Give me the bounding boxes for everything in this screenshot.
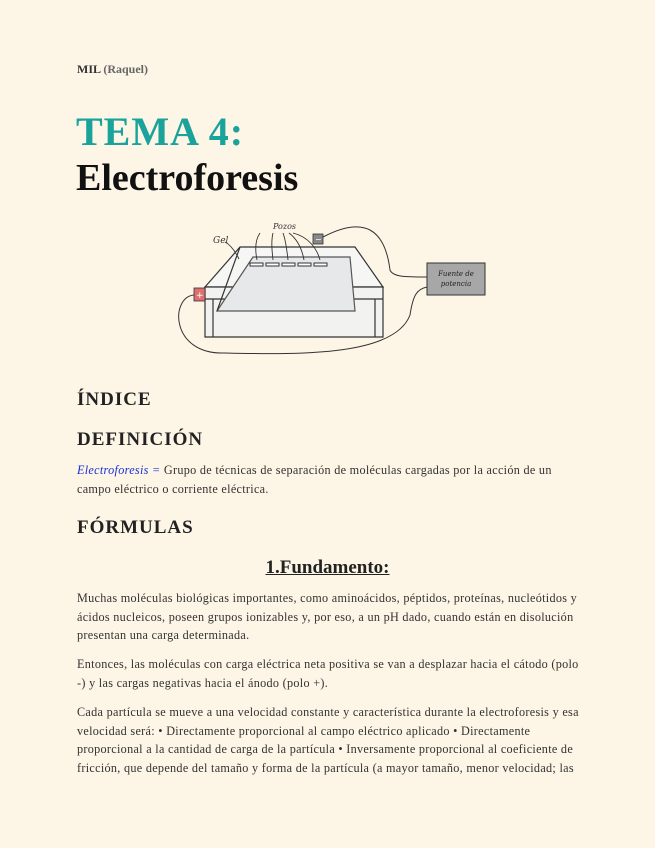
author-name: MIL xyxy=(77,62,101,76)
author-line xyxy=(77,62,148,77)
definition-term: Electroforesis = xyxy=(77,463,161,477)
power-source-label-2: potencia xyxy=(440,280,472,288)
topic-number: TEMA 4: xyxy=(76,109,245,154)
fundamento-paragraph-2: Entonces, las moléculas con carga eléctrica neta positiva se van a desplazar hacia el cátodo (polo -) y las cargas negativas hacia el ánodo (polo +). xyxy=(77,657,579,690)
definition-paragraph xyxy=(77,461,579,498)
fundamento-paragraph-3: Cada partícula se mueve a una velocidad constante y característica durante la electroforesis y esa velocidad será: • Directamente proporcional al campo eléctrico aplicado • Directamente proporcional a la cantidad de carga de la partícula • Inversamente proporcional al coeficiente de fricción, que depende del tamaño y forma de la partícula (a mayor tamaño, menor velocidad; las xyxy=(77,705,579,775)
plus-sign: + xyxy=(196,291,204,301)
section-definicion: DEFINICIÓN xyxy=(77,429,204,450)
gel-wells xyxy=(250,263,327,266)
power-source-label-1: Fuente de xyxy=(438,270,474,278)
power-source-box xyxy=(427,263,485,295)
page-title: Electroforesis xyxy=(76,157,299,199)
fundamento-paragraph-1: Muchas moléculas biológicas importantes, como aminoácidos, péptidos, proteínas, nucleótidos y ácidos nucleicos, poseen grupos ionizables y, por eso, a un pH dado, cuando están en disolución presentan una carga determinada. xyxy=(77,591,578,642)
section-formulas: FÓRMULAS xyxy=(77,517,194,538)
minus-sign: − xyxy=(315,235,322,244)
electrophoresis-diagram xyxy=(165,215,495,360)
fundamento-heading-wrap xyxy=(0,557,655,579)
fundamento-heading: 1.Fundamento: xyxy=(265,557,390,578)
electrophoresis-chamber xyxy=(205,247,383,337)
definition-text: Grupo de técnicas de separación de moléculas cargadas por la acción de un campo eléctrico o corriente eléctrica. xyxy=(77,463,552,496)
section-indice: ÍNDICE xyxy=(77,389,152,410)
author-note: (Raquel) xyxy=(103,62,149,76)
gel-label: Gel xyxy=(213,236,229,246)
pozos-label: Pozos xyxy=(273,222,297,231)
